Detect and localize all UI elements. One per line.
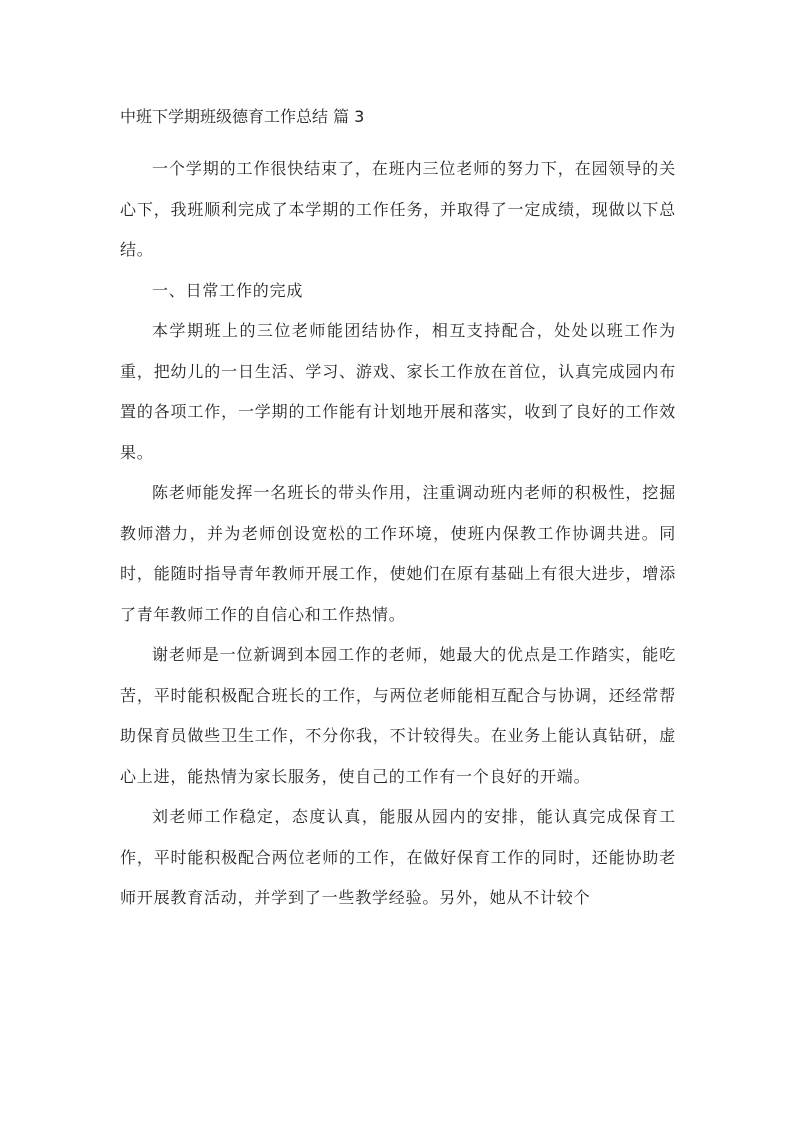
document-title: 中班下学期班级德育工作总结 篇 3: [120, 107, 365, 126]
document-body: [120, 104, 676, 919]
section-heading-daily-work: 一、日常工作的完成: [152, 280, 304, 300]
teamwork-paragraph: 本学期班上的三位老师能团结协作，相互支持配合，处处以班工作为重，把幼儿的一日生活、学习、游戏、家长工作放在首位，认真完成园内布置的各项工作，一学期的工作能有计划地开展和落实，收到了良好的工作效果。: [120, 321, 676, 462]
teacher-liu-paragraph: 刘老师工作稳定，态度认真，能服从园内的安排，能认真完成保育工作，平时能积极配合两位老师的工作，在做好保育工作的同时，还能协助老师开展教育活动，并学到了一些教学经验。另外，她从不计较个: [120, 807, 676, 907]
teacher-chen-paragraph: 陈老师能发挥一名班长的带头作用，注重调动班内老师的积极性，挖掘教师潜力，并为老师创设宽松的工作环境，使班内保教工作协调共进。同时，能随时指导青年教师开展工作，使她们在原有基础上有很大进步，增添了青年教师工作的自信心和工作热情。: [120, 483, 676, 624]
intro-paragraph: 一个学期的工作很快结束了，在班内三位老师的努力下，在园领导的关心下，我班顺利完成了本学期的工作任务，并取得了一定成绩，现做以下总结。: [120, 159, 676, 259]
teacher-xie-paragraph: 谢老师是一位新调到本园工作的老师，她最大的优点是工作踏实，能吃苦，平时能积极配合班长的工作，与两位老师能相互配合与协调，还经常帮助保育员做些卫生工作，不分你我，不计较得失。在业务上能认真钻研，虚心上进，能热情为家长服务，使自己的工作有一个良好的开端。: [120, 645, 676, 786]
